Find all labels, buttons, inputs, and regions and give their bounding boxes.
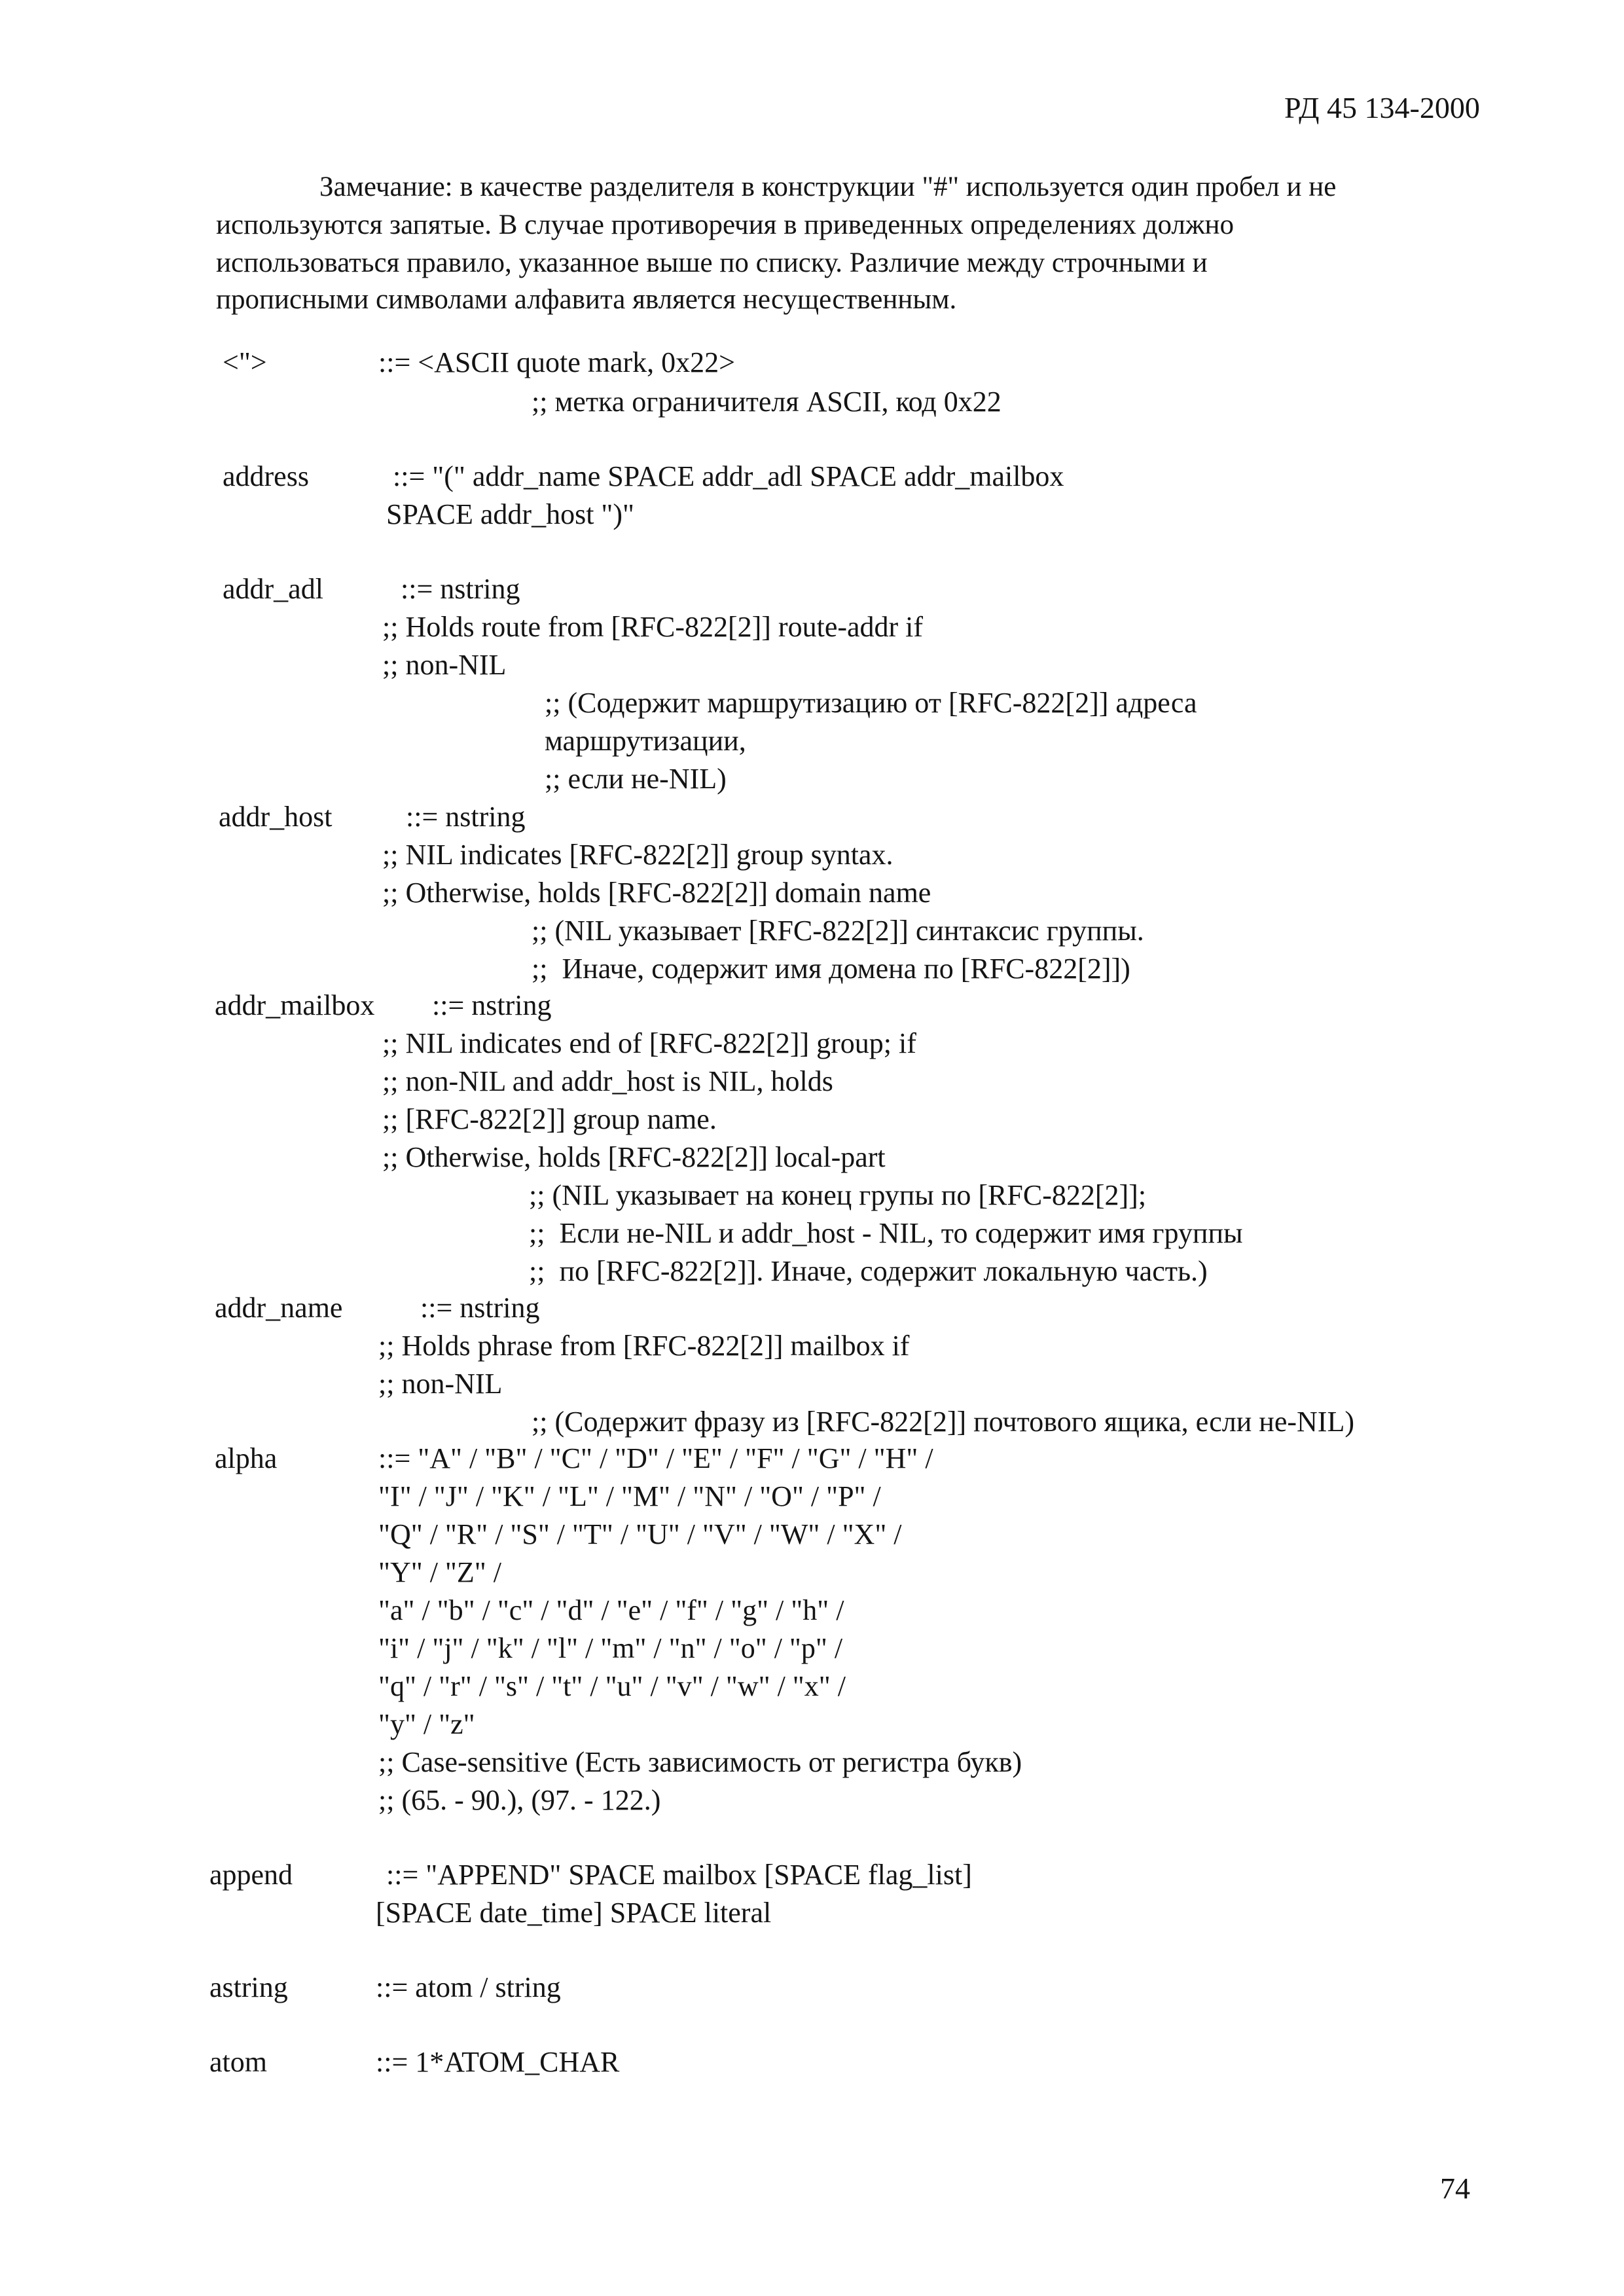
intro-line-2: используются запятые. В случае противоречия в приведенных определениях должно	[216, 210, 1235, 240]
entry-addr-mailbox-comment: ;; Если не-NIL и addr_host - NIL, то содержит имя группы	[529, 1217, 1243, 1249]
entry-append-line: ::= "APPEND" SPACE mailbox [SPACE flag_list]	[386, 1859, 972, 1891]
entry-alpha-line: "I" / "J" / "K" / "L" / "M" / "N" / "O" / "P" /	[378, 1480, 881, 1512]
entry-address-line: ::= "(" addr_name SPACE addr_adl SPACE addr_mailbox	[393, 460, 1064, 492]
entry-addr-adl-comment: ;; (Содержит маршрутизацию от [RFC-822[2]] адреса	[545, 687, 1197, 719]
entry-addr-mailbox-comment: ;; по [RFC-822[2]]. Иначе, содержит локальную часть.)	[529, 1255, 1208, 1287]
entry-address-line: SPACE addr_host ")"	[386, 498, 635, 530]
entry-name-atom: atom	[209, 2046, 267, 2078]
entry-name-address: address	[223, 460, 309, 492]
entry-addr-host-comment: ;; (NIL указывает [RFC-822[2]] синтаксис группы.	[532, 915, 1144, 947]
entry-alpha-comment: ;; Case-sensitive (Есть зависимость от регистра букв)	[378, 1746, 1022, 1778]
entry-name-addr-mailbox: addr_mailbox	[215, 989, 375, 1021]
entry-alpha-line: "Y" / "Z" /	[378, 1556, 501, 1588]
entry-alpha-line: "q" / "r" / "s" / "t" / "u" / "v" / "w" / "x" /	[378, 1670, 846, 1702]
entry-alpha-line: "a" / "b" / "c" / "d" / "e" / "f" / "g" / "h" /	[378, 1594, 844, 1626]
entry-alpha-line: "y" / "z"	[378, 1708, 475, 1740]
entry-addr-adl-comment: ;; если не-NIL)	[545, 763, 727, 795]
entry-addr-mailbox-line: ;; non-NIL and addr_host is NIL, holds	[382, 1065, 833, 1097]
entry-addr-mailbox-line: ;; [RFC-822[2]] group name.	[382, 1103, 717, 1135]
entry-addr-host-line: ;; Otherwise, holds [RFC-822[2]] domain name	[382, 877, 931, 909]
entry-alpha-line: "i" / "j" / "k" / "l" / "m" / "n" / "o" / "p" /	[378, 1632, 843, 1664]
entry-addr-adl-line: ;; non-NIL	[382, 649, 507, 681]
entry-alpha-comment: ;; (65. - 90.), (97. - 122.)	[378, 1784, 661, 1816]
entry-quote-comment: ;; метка ограничителя ASCII, код 0x22	[532, 386, 1001, 418]
entry-addr-name-comment: ;; (Содержит фразу из [RFC-822[2]] почтового ящика, если не-NIL)	[532, 1406, 1354, 1438]
entry-addr-adl-line: ::= nstring	[401, 573, 520, 605]
entry-addr-adl-comment: маршрутизации,	[545, 725, 746, 757]
entry-name-alpha: alpha	[215, 1442, 278, 1474]
entry-name-quote: <">	[223, 346, 267, 378]
entry-name-append: append	[209, 1859, 293, 1891]
intro-line-4: прописными символами алфавита является несущественным.	[216, 284, 957, 315]
entry-quote-line: ::= <ASCII quote mark, 0x22>	[378, 346, 735, 378]
entry-addr-mailbox-line: ;; Otherwise, holds [RFC-822[2]] local-part	[382, 1141, 886, 1173]
entry-addr-mailbox-line: ;; NIL indicates end of [RFC-822[2]] group; if	[382, 1027, 916, 1059]
entry-alpha-line: ::= "A" / "B" / "C" / "D" / "E" / "F" / "G" / "H" /	[378, 1442, 933, 1474]
entry-addr-name-line: ::= nstring	[420, 1292, 540, 1324]
entry-addr-host-line: ;; NIL indicates [RFC-822[2]] group syntax.	[382, 839, 893, 871]
intro-line-1: Замечание: в качестве разделителя в конструкции "#" используется один пробел и не	[319, 172, 1337, 202]
entry-addr-adl-line: ;; Holds route from [RFC-822[2]] route-addr if	[382, 611, 924, 643]
entry-name-addr-adl: addr_adl	[223, 573, 323, 605]
entry-name-addr-name: addr_name	[215, 1292, 343, 1324]
entry-astring-line: ::= atom / string	[376, 1971, 561, 2003]
entry-addr-mailbox-line: ::= nstring	[432, 989, 552, 1021]
entry-name-addr-host: addr_host	[219, 801, 333, 833]
entry-alpha-line: "Q" / "R" / "S" / "T" / "U" / "V" / "W" / "X" /	[378, 1518, 902, 1550]
entry-name-astring: astring	[209, 1971, 288, 2003]
document-id: РД 45 134-2000	[1284, 91, 1480, 124]
entry-append-line: [SPACE date_time] SPACE literal	[376, 1897, 772, 1929]
entry-addr-name-line: ;; Holds phrase from [RFC-822[2]] mailbox if	[378, 1330, 910, 1362]
entry-addr-host-line: ::= nstring	[406, 801, 526, 833]
entry-addr-host-comment: ;; Иначе, содержит имя домена по [RFC-822[2]])	[532, 953, 1130, 985]
entry-addr-name-line: ;; non-NIL	[378, 1368, 503, 1400]
entry-addr-mailbox-comment: ;; (NIL указывает на конец групы по [RFC-822[2]];	[529, 1179, 1147, 1211]
entry-atom-line: ::= 1*ATOM_CHAR	[376, 2046, 620, 2078]
intro-line-3: использоваться правило, указанное выше по списку. Различие между строчными и	[216, 247, 1208, 278]
page-number: 74	[1440, 2172, 1470, 2205]
